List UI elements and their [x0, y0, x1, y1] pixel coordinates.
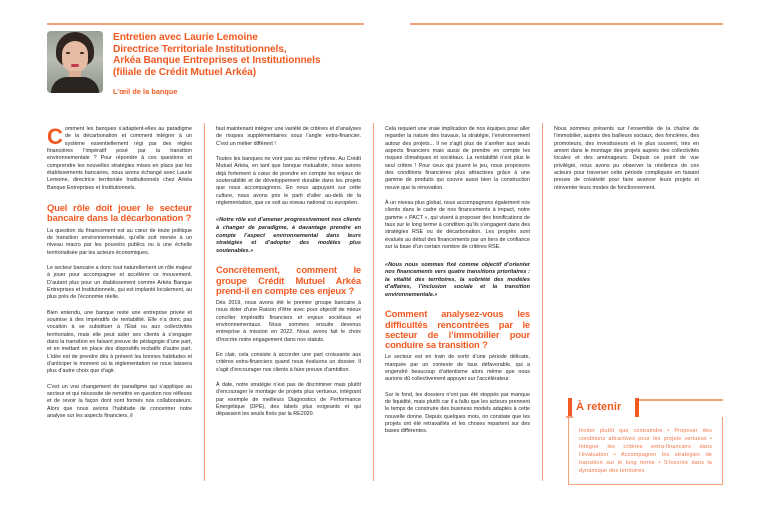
- header-bar-left: [568, 398, 572, 417]
- key-takeaways-text: Inciter plutôt que contraindre • Proposer des conditions attractives pour les projets vertueux • Intégrer les critères extra-financiers dans l’évaluation • Accompagner les stratégies de transition sur le long terme • S’inscrire dans la dynamique des territoires: [579, 428, 712, 475]
- header-bar-right: [635, 398, 639, 417]
- paragraph: Le secteur est en train de sortir d’une période délicate, marquée par un contexte de taux défavorable, qui a engendré beaucoup d’attentisme alors même que nous aurions dû collectivement appuyer sur l’accélérateur.: [385, 354, 530, 383]
- paragraph: C’est un vrai changement de paradigme qui s’applique au secteur et qui nécessite de remettre en question nos réflexes et de revoir la façon dont sont formés nos collaborateurs. Alors que nous avions l’habitude de concentrer notre analyse sur les aspects financiers, il: [47, 383, 192, 420]
- avatar: [47, 31, 103, 93]
- paragraph: Dès 2019, nous avons été le premier groupe bancaire à nous doter d’une Raison d’être avec pour objectif de mieux concilier impératifs financiers et enjeux sociétaux et environnementaux. Nous sommes ensuite devenus entreprise à mission en 2022. Nous avons fait le choix d’inscrire notre engagement dans nos statuts.: [216, 300, 361, 343]
- pull-quote-1: «Notre rôle est d’amener progressivement nos clients à changer de paradigme, à davantage prendre en compte l’aspect environnemental dans leurs stratégies et d’adopter des modèles plus soutenables.»: [216, 217, 361, 254]
- paragraph: En clair, cela consiste à accorder une part croissante aux critères extra-financiers quand nous évaluons un dossier. Il s’agit d’encourager nos clients à faire preuve d’ambition.: [216, 352, 361, 373]
- paragraph: Toutes les banques ne vont pas au même rythme. Au Crédit Mutuel Arkéa, en tant que banque mutualiste, nous avions déjà fortement à cœur de prendre en compte les enjeux de soutenabilité et de développement durable dans les projets que nous accompagnons. En nous appuyant sur cette culture, nous avons pris le parti d’aller au-delà de la réglementation, que ce soit au niveau national ou européen.: [216, 156, 361, 207]
- title-line-3: Arkéa Banque Entreprises et Institutionnels: [113, 55, 321, 67]
- section-heading-1: Quel rôle doit jouer le secteur bancaire dans la décarbonation ?: [47, 202, 192, 224]
- title-line-4: (filiale de Crédit Mutuel Arkéa): [113, 66, 257, 78]
- title-line-1: Entretien avec Laurie Lemoine: [113, 32, 258, 43]
- paragraph: Sur le fond, les dossiers n’ont pas été stoppés par manque de liquidité, mais plutôt car il a fallu que les acteurs prennent le temps de construire des business models adaptés à cette nouvelle donne. Depuis quelques mois, on constate que les projets ont été retravaillés et les choses repartent sur des bases différentes.: [385, 391, 530, 435]
- paragraph: Le secteur bancaire a donc tout naturellement un rôle majeur à jouer pour accompagner et accélérer ce mouvement. D’autant plus pour un établissement comme Arkéa Banque Entreprises et Institutionnels, qui est implanté localement, au plus près de l’économie réelle.: [47, 264, 192, 301]
- top-rule-right: [410, 23, 723, 25]
- article-columns: [47, 126, 723, 436]
- key-takeaways-frame: [568, 417, 723, 485]
- article-column-3: [373, 126, 530, 436]
- lede-text: omment les banques s’adaptent-elles au paradigme de la décarbonation et comment intégrer à un système essentiellement régi par des règles financières l’impératif posé par la transition environnementale ? Pour répondre à ces questions et comprendre les nouvelles stratégies mises en place par les établissements bancaires, nous avons échangé avec Laurie Lemoine, directrice territoriale Institutionnels chez Arkéa Banque Entreprises et Institutionnels.: [47, 126, 192, 191]
- page-title: [113, 32, 320, 78]
- article-column-2: [204, 126, 361, 436]
- pull-quote-2: «Nous nous sommes fixé comme objectif d’orienter nos financements vers quatre transitions prioritaires : la vitalité des territoires, la sobriété des modèles d’affaires, l’inclusion sociale et la transition environnementale.»: [385, 261, 530, 298]
- lede-paragraph: [47, 126, 192, 192]
- key-takeaways-title: À retenir: [576, 401, 622, 413]
- key-takeaways-header: [568, 398, 723, 417]
- paragraph: Nous sommes présents sur l’ensemble de la chaîne de l’immobilier, auprès des bailleurs sociaux, des foncières, des promoteurs, des investisseurs et le plus souvent, très en amont dans le montage des projets auprès des collectivités locales et des aménageurs. Depuis ce point de vue privilégié, nous avons pu observer la résilience de ces acteurs pour traverser cette période compliquée en faisant preuve de créativité pour faire avancer leurs projets et réinventer leurs modes de fonctionnement.: [554, 126, 699, 191]
- section-heading-3: Comment analysez-vous les difficultés rencontrées par le secteur de l’immobilier pour conduire sa transition ?: [385, 308, 530, 351]
- key-takeaways-box: [568, 398, 723, 485]
- article-column-1: [47, 126, 192, 436]
- frame-tick-top: [566, 416, 573, 418]
- paragraph: Bien entendu, une banque reste une entreprise privée et soumise à des impératifs de rentabilité. Elle n’a donc pas vocation à se substituer à l’État ou aux collectivités territoriales, mais elle peut aider ses clients à s’engager dans la transition en faisant preuve de pédagogie d’une part, et en mettant en place des dispositifs incitatifs d’autre part. L’idée est de prendre dès à présent les bonnes habitudes et d’anticiper le moment où la réglementation ne nous laissera plus d’autre choix que d’agir.: [47, 309, 192, 375]
- paragraph: À un niveau plus global, nous accompagnons également nos clients dans le cadre de nos financements à impact, notre gamme « PACT », qui visent à proposer des bonifications de taux sur le long terme à condition qu’ils s’engagent dans des stratégies RSE ou de décarbonation. Les progrès sont évalués au début des financements par un tiers de confiance sur la base d’un certain nombre de critères RSE.: [385, 200, 530, 251]
- paragraph: Cela requiert une vraie implication de nos équipes pour aller regarder la nature des travaux, la stratégie, l’environnement autour des projets... Il ne s’agit plus de s’arrêter aux seuls aspects financiers mais aussi de prendre en compte les risques climatiques et sociétaux. La rentabilité n’est plus le seul critère ! Pour ceux qui jouent le jeu, nous proposons des conditions financières plus attractives grâce à une gamme de produits qui couvre aussi bien la construction neuve que la rénovation.: [385, 126, 530, 191]
- drop-cap: C: [47, 124, 63, 149]
- paragraph: faut maintenant intégrer une variété de critères et d’analyses de risques supplémentaires sous l’angle extra-financier. C’est un métier différent !: [216, 126, 361, 147]
- title-line-2: Directrice Territoriale Institutionnels,: [113, 43, 287, 55]
- article-kicker: L’œil de la banque: [113, 87, 178, 97]
- top-rule-left: [47, 23, 364, 25]
- paragraph: À date, notre stratégie n’est pas de discriminer mais plutôt d’encourager le montage de projets plus vertueux, intégrant par exemple de meilleurs Diagnostics de Performance Énergétique (DPE), des labels plus exigeants et qui dépassent les seuils fixés par la RE2020.: [216, 382, 361, 418]
- header-text: [113, 31, 320, 96]
- key-takeaways-top-rule: [639, 399, 723, 401]
- section-heading-2: Concrètement, comment le groupe Crédit Mutuel Arkéa prend-il en compte ces enjeux ?: [216, 264, 361, 296]
- article-column-4: [542, 126, 699, 436]
- article-header: [47, 31, 377, 96]
- paragraph: La question du financement est au cœur de toute politique de transition environnementale, qu’elle soit menée à un niveau macro par les pouvoirs publics ou à une échelle territorialisée par les acteurs économiques.: [47, 227, 192, 256]
